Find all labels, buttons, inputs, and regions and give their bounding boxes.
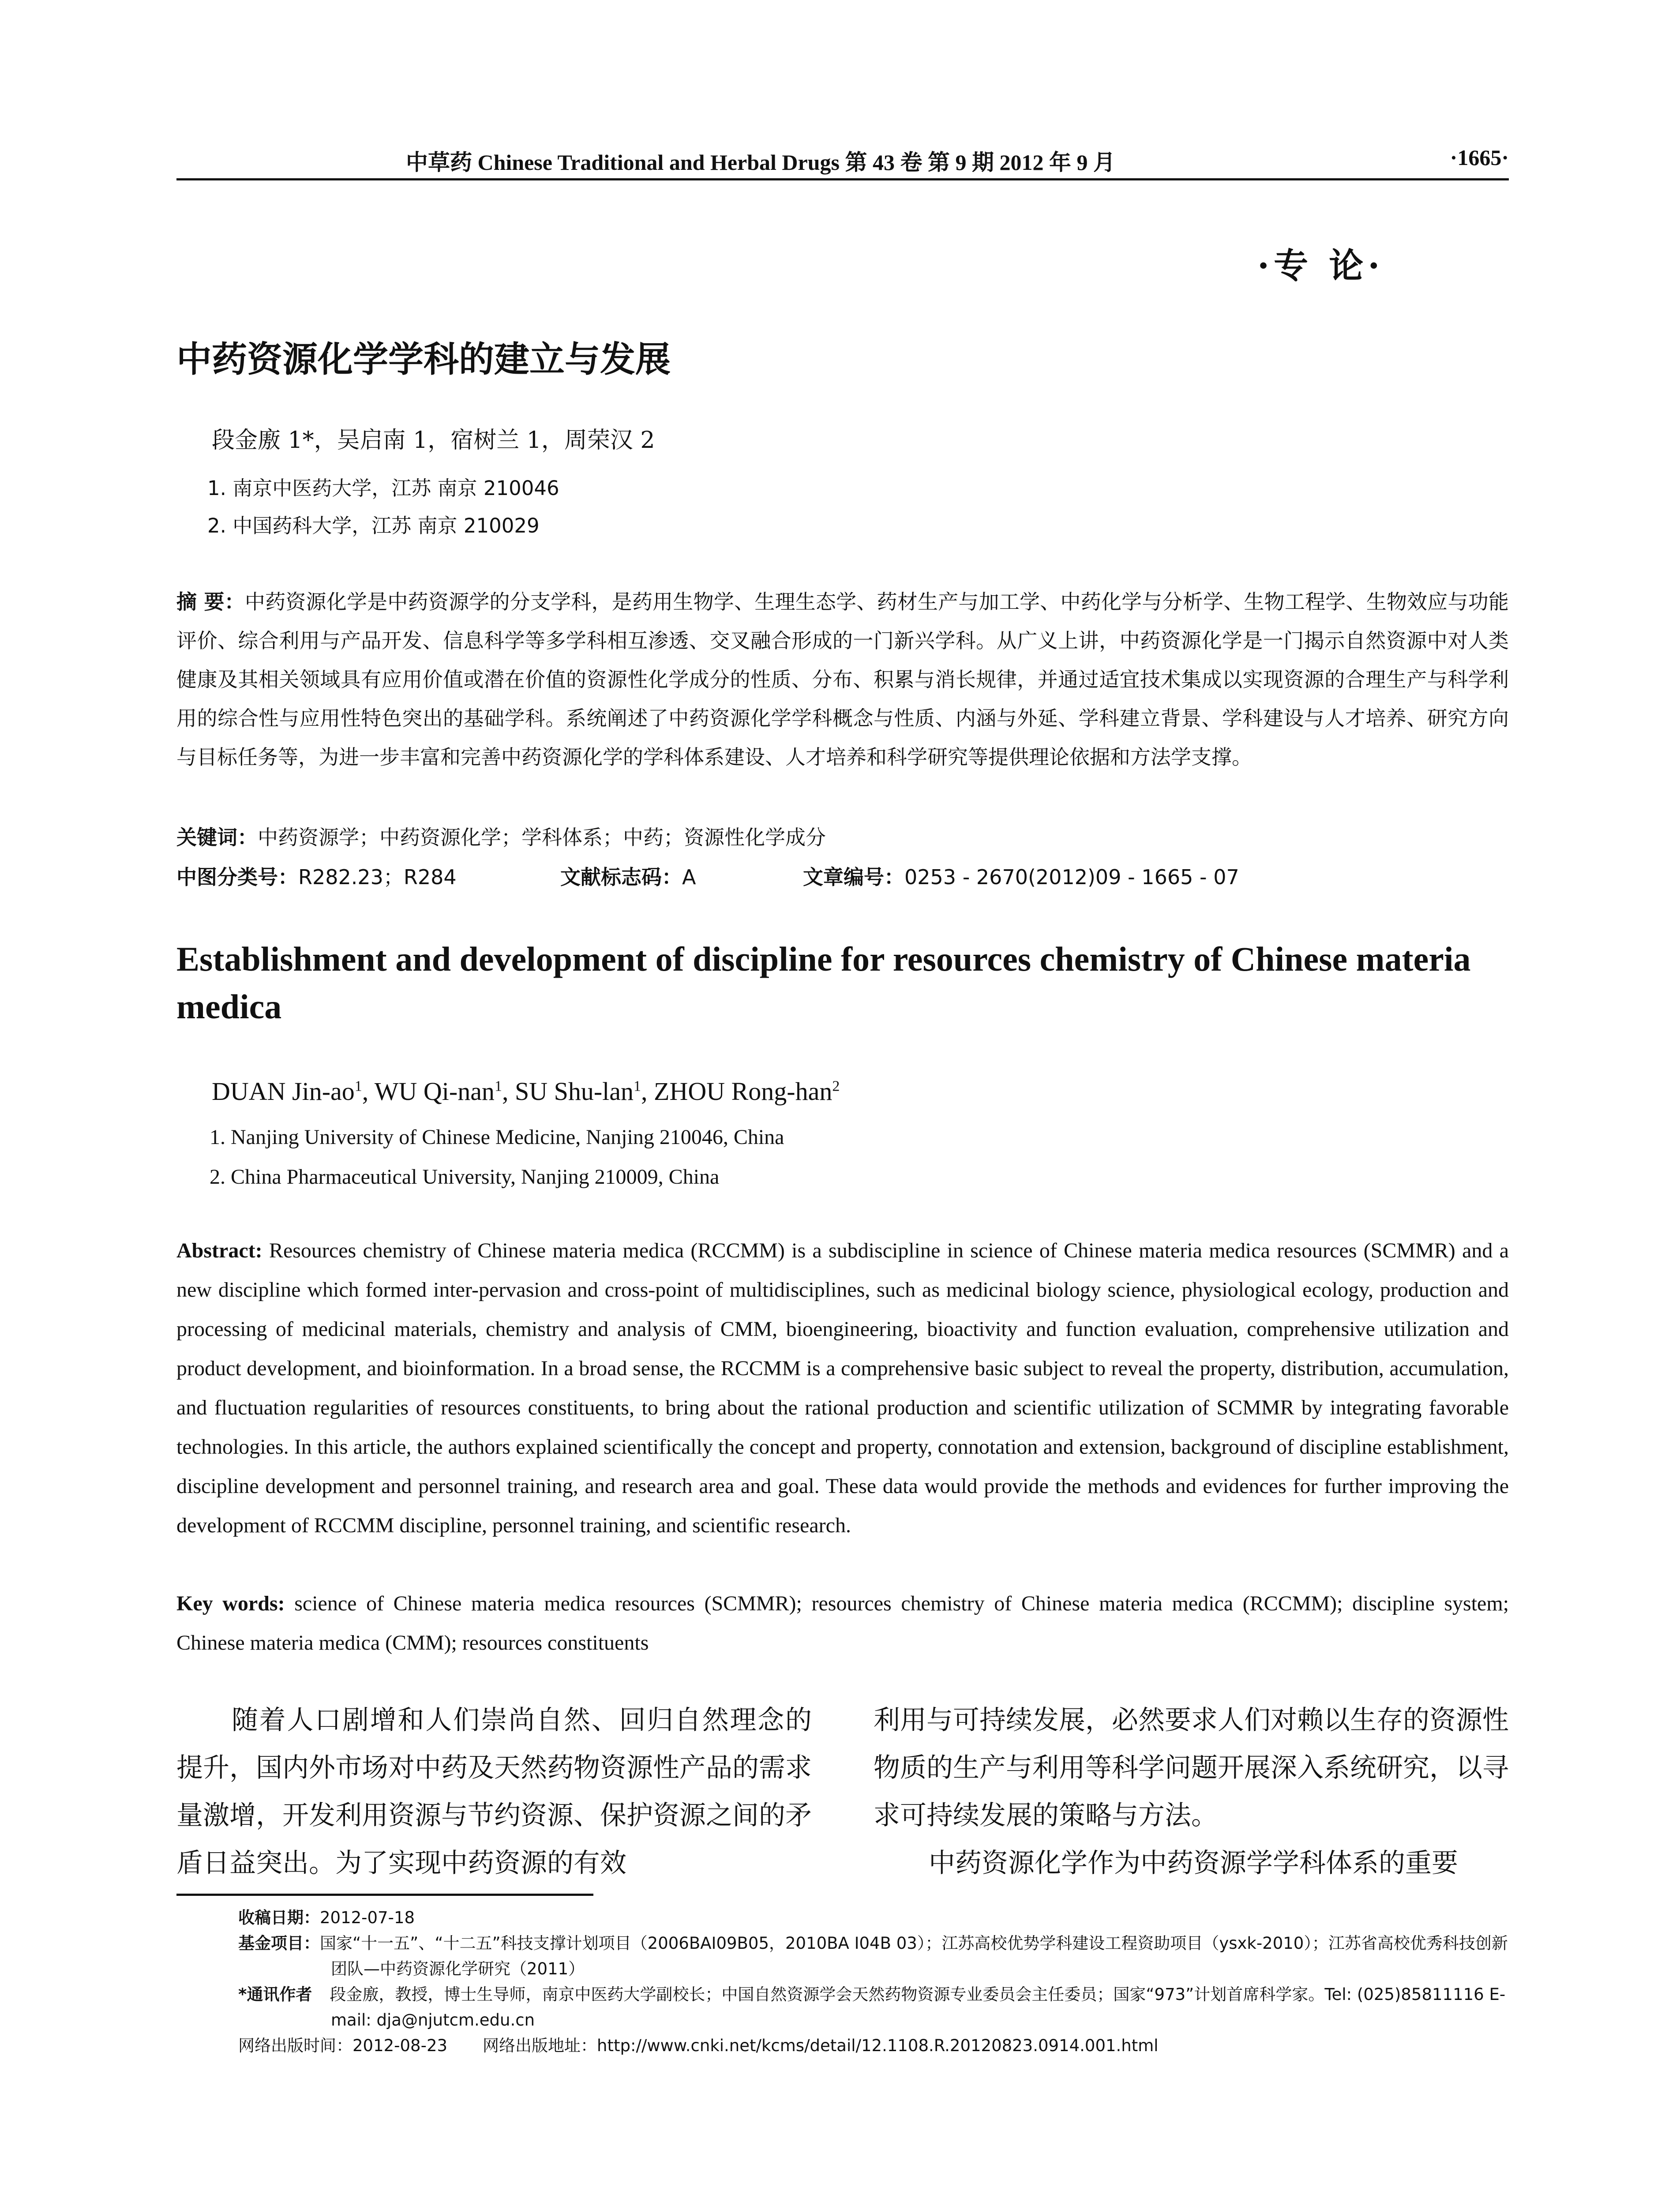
- page-number: ·1665·: [1450, 145, 1509, 170]
- footnote-received: [238, 1905, 1509, 1931]
- body-paragraph: 中药资源化学作为中药资源学学科体系的重要: [929, 1848, 1458, 1879]
- running-head: [176, 142, 1509, 173]
- chinese-title: 中药资源化学学科的建立与发展: [176, 339, 671, 380]
- footnote-online: [238, 2033, 1509, 2059]
- chinese-keywords-text: 中药资源学；中药资源化学；学科体系；中药；资源性化学成分: [258, 825, 826, 849]
- body-column-left: [176, 1696, 812, 1887]
- body-paragraph: 利用与可持续发展，必然要求人们对赖以生存的资源性物质的生产与利用等科学问题开展深入系统研究，以寻求可持续发展的策略与方法。: [874, 1705, 1509, 1831]
- header-rule: [176, 178, 1509, 180]
- document-code-label: 文献标志码：: [560, 865, 682, 889]
- article-number-label: 文章编号：: [803, 865, 904, 889]
- received-date: 2012-07-18: [320, 1908, 415, 1927]
- received-label: 收稿日期：: [238, 1908, 320, 1927]
- chinese-authors: 段金廒 1*，吴启南 1，宿树兰 1，周荣汉 2: [212, 427, 655, 454]
- footnote-rule: [176, 1894, 593, 1896]
- online-time: 网络出版时间：2012-08-23: [238, 2036, 448, 2055]
- english-abstract-label: Abstract:: [176, 1239, 262, 1262]
- document-code: A: [682, 865, 696, 889]
- english-authors: DUAN Jin-$ao^1$, WU Qi-nan$^1$, SU Shu-lan$^1$, ZHOU Rong-han$^2$: [212, 1077, 840, 1106]
- chinese-abstract-label: 摘 要：: [176, 590, 245, 614]
- footnote-fund: [238, 1931, 1509, 1982]
- fund-text: 国家“十一五”、“十二五”科技支撑计划项目（2006BAI09B05，2010BA I04B 03）；江苏高校优势学科建设工程资助项目（ysxk-2010）；江苏省高校优秀科技创新团队—中药资源化学研究（2011）: [320, 1934, 1508, 1978]
- journal-header: 中草药 Chinese Traditional and Herbal Drugs 第 43 卷 第 9 期 2012 年 9 月: [406, 150, 1115, 175]
- english-title: Establishment and development of discipline for resources chemistry of Chinese materia medica: [176, 940, 1471, 1026]
- body-paragraph: 随着人口剧增和人们崇尚自然、回归自然理念的提升，国内外市场对中药及天然药物资源性产品的需求量激增，开发利用资源与节约资源、保护资源之间的矛盾日益突出。为了实现中药资源的有效: [176, 1705, 812, 1879]
- article-number: 0253 - 2670(2012)09 - 1665 - 07: [904, 865, 1239, 889]
- english-abstract-text: Resources chemistry of Chinese materia medica (RCCMM) is a subdiscipline in science of Chinese materia medica resources (SCMMR) and a new discipline which formed inter-pervasion and cross-point of multidisciplines, such as medicinal biology science, physiological ecology, production and processing of medicinal materials, chemistry and analysis of CMM, bioengineering, bioactivity and function evaluation, comprehensive utilization and product development, and bioinformation. In a broad sense, the RCCMM is a comprehensive basic subject to reveal the property, distribution, accumulation, and fluctuation regularities of resources constituents, to bring about the rational production and scientific utilization of SCMMR by integrating favorable technologies. In this article, the authors explained scientifically the concept and property, connotation and extension, background of discipline establishment, discipline development and personnel training, and research area and goal. These data would provide the methods and evidences for further improving the development of RCCMM discipline, personnel training, and scientific research.: [176, 1239, 1509, 1537]
- chinese-affiliation-2: 2. 中国药科大学，江苏 南京 210029: [207, 514, 540, 537]
- classification-line: [176, 861, 1509, 892]
- class-number: R282.23；R284: [298, 865, 457, 889]
- chinese-keywords: [176, 822, 1509, 851]
- section-label: ·专 论·: [1257, 246, 1384, 286]
- english-abstract: [176, 1231, 1509, 1545]
- chinese-abstract-text: 中药资源化学是中药资源学的分支学科，是药用生物学、生理生态学、药材生产与加工学、中药化学与分析学、生物工程学、生物效应与功能评价、综合利用与产品开发、信息科学等多学科相互渗透、交叉融合形成的一门新兴学科。从广义上讲，中药资源化学是一门揭示自然资源中对人类健康及其相关领域具有应用价值或潜在价值的资源性化学成分的性质、分布、积累与消长规律，并通过适宜技术集成以实现资源的合理生产与科学利用的综合性与应用性特色突出的基础学科。系统阐述了中药资源化学学科概念与性质、内涵与外延、学科建立背景、学科建设与人才培养、研究方向与目标任务等，为进一步丰富和完善中药资源化学的学科体系建设、人才培养和科学研究等提供理论依据和方法学支撑。: [176, 590, 1509, 769]
- english-keywords-label: Key words:: [176, 1592, 285, 1615]
- corresponding-text: 段金廒，教授，博士生导师，南京中医药大学副校长；中国自然资源学会天然药物资源专业委员会主任委员；国家“973”计划首席科学家。Tel: (025)85811116 E-mail: dja@njutcm.edu.cn: [330, 1985, 1506, 2030]
- english-keywords-text: science of Chinese materia medica resources (SCMMR); resources chemistry of Chinese materia medica (RCCMM); discipline system; Chinese materia medica (CMM); resources constituents: [176, 1592, 1509, 1654]
- chinese-affiliation-1: 1. 南京中医药大学，江苏 南京 210046: [207, 476, 559, 500]
- english-affiliation-2: 2. China Pharmaceutical University, Nanjing 210009, China: [210, 1165, 720, 1189]
- online-url: 网络出版地址：http://www.cnki.net/kcms/detail/12.1108.R.20120823.0914.001.html: [483, 2036, 1159, 2055]
- english-affiliation-1: 1. Nanjing University of Chinese Medicine, Nanjing 210046, China: [210, 1126, 784, 1149]
- english-keywords: [176, 1584, 1509, 1662]
- class-number-label: 中图分类号：: [176, 865, 298, 889]
- corresponding-label: *通讯作者: [238, 1985, 312, 2004]
- footnote-corresponding: [238, 1982, 1509, 2033]
- body-column-right: [874, 1696, 1509, 1887]
- footnotes: [238, 1905, 1509, 2059]
- chinese-keywords-label: 关键词：: [176, 825, 258, 849]
- chinese-abstract: [176, 582, 1509, 777]
- fund-label: 基金项目：: [238, 1934, 320, 1953]
